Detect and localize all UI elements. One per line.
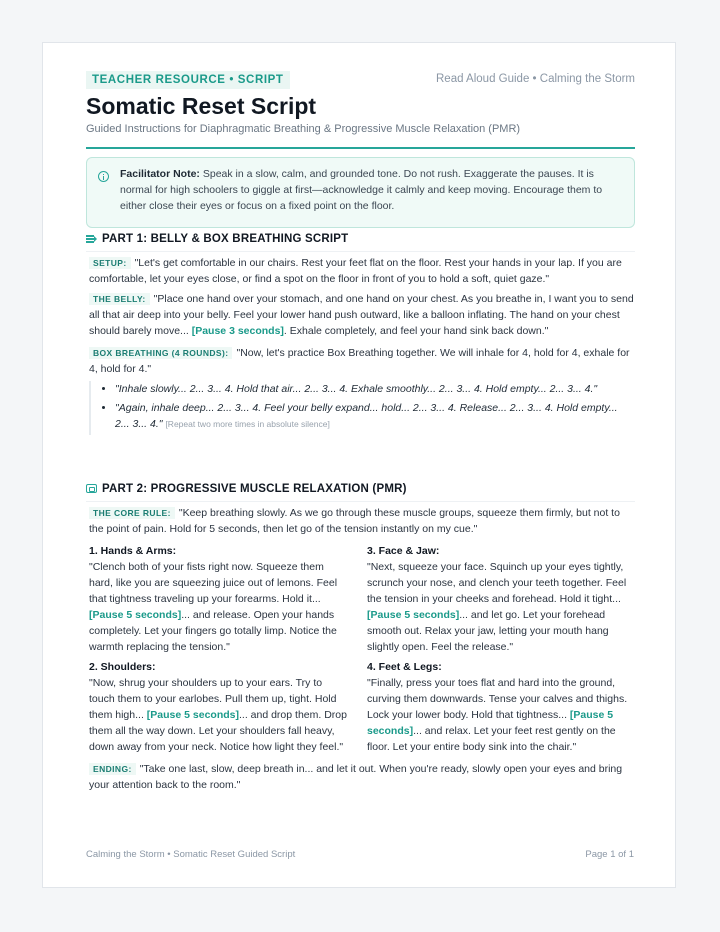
belly-text-1: "Place one hand over your stomach, and one hand on your chest. As you breathe in, I want you to send all that air deep into your belly. Feel your lower hand push outward, like a balloon inflating. The hand on your chest should barely move...	[89, 293, 634, 337]
note-text: Speak in a slow, calm, and grounded tone. Do not rush. Exaggerate the pauses. It is normal for high schoolers to giggle at first—acknowledge it calmly and keep moving. Encourage them to either close their eyes or focus on a fixed point on the floor.	[120, 168, 603, 212]
group-text: "Finally, press your toes flat and hard into the ground, curving them downwards. Tense your calves and thighs. Lock your lower body. Hold that tightness...	[367, 677, 628, 721]
pause-cue: [Pause 5 seconds]	[146, 709, 239, 721]
breathing-lines-icon	[86, 234, 97, 243]
body-box-icon	[86, 484, 97, 493]
part2-heading-text: PART 2: PROGRESSIVE MUSCLE RELAXATION (PMR)	[102, 483, 407, 495]
part1-heading-text: PART 1: BELLY & BOX BREATHING SCRIPT	[102, 233, 349, 245]
page-number: Page 1 of 1	[585, 849, 634, 860]
chant-line-2-text: "Again, inhale deep... 2... 3... 4. Feel your belly expand... hold... 2... 3... 4. Release... 2... 3... 4. Hold empty... 2... 3... 4."	[115, 401, 618, 430]
setup-paragraph	[89, 255, 635, 287]
box-breathing-label: BOX BREATHING (4 ROUNDS):	[89, 347, 232, 359]
group-text: "Next, squeeze your face. Squinch up your eyes tightly, scrunch your nose, and clench your teeth together. Feel the tension in your cheeks and forehead. Hold it tight...	[367, 561, 627, 605]
pause-cue: [Pause 5 seconds]	[367, 609, 460, 621]
silence-note: [Repeat two more times in absolute silence]	[165, 419, 330, 429]
muscle-group-shoulders	[89, 659, 347, 755]
belly-label: THE BELLY:	[89, 293, 150, 305]
ending-label: ENDING:	[89, 763, 136, 775]
pause-cue: [Pause 3 seconds]	[191, 325, 284, 337]
header-guide-label: Read Aloud Guide • Calming the Storm	[436, 73, 635, 85]
pause-cue: [Pause 5 seconds]	[367, 709, 614, 737]
footer-title: Calming the Storm • Somatic Reset Guided Script	[86, 849, 296, 860]
part1-heading	[86, 233, 635, 252]
group-text: ... and drop them. Drop them all the way down. Let your shoulders fall heavy, down away from your neck. Notice how light they feel."	[89, 709, 347, 753]
group-title: 3. Face & Jaw:	[367, 545, 440, 557]
part2-heading	[86, 483, 635, 502]
core-rule-label: THE CORE RULE:	[89, 507, 175, 519]
facilitator-note	[86, 157, 635, 228]
group-title: 4. Feet & Legs:	[367, 661, 442, 673]
muscle-group-face	[367, 543, 635, 655]
resource-tag: TEACHER RESOURCE • SCRIPT	[86, 71, 290, 89]
page-subtitle: Guided Instructions for Diaphragmatic Breathing & Progressive Muscle Relaxation (PMR)	[86, 123, 521, 135]
box-breathing-paragraph	[89, 345, 635, 377]
group-text: ... and release. Open your hands completely. Let your fingers go totally limp. Notice the warmth replacing the tension."	[89, 609, 337, 653]
group-text: ... and relax. Let your feet rest gently on the floor. Let your entire body sink into the chair."	[367, 725, 616, 753]
belly-paragraph	[89, 291, 635, 339]
chant-list	[105, 381, 632, 433]
title-divider	[86, 147, 635, 149]
chant-line-1: • "Inhale slowly... 2... 3... 4. Hold that air... 2... 3... 4. Exhale smoothly... 2... 3... 4. Hold empty... 2... 3... 4."	[115, 381, 632, 398]
group-text: "Now, shrug your shoulders up to your ears. Try to touch them to your earlobes. Pull them up, tight. Hold them high...	[89, 677, 337, 721]
document-page	[42, 42, 676, 888]
muscle-group-hands	[89, 543, 347, 655]
pause-cue: [Pause 5 seconds]	[89, 609, 182, 621]
ending-paragraph	[89, 761, 635, 793]
core-rule-paragraph	[89, 505, 635, 537]
group-text: ... and let go. Let your forehead smooth out. Relax your jaw, letting your mouth hang slightly open. Feel the release."	[367, 609, 609, 653]
group-text: "Clench both of your fists right now. Squeeze them hard, like you are squeezing juice out of lemons. Feel that tightness traveling up your forearms. Hold it...	[89, 561, 338, 605]
group-title: 2. Shoulders:	[89, 661, 156, 673]
belly-text-2: . Exhale completely, and feel your hand sink back down."	[283, 325, 549, 337]
info-circle-icon	[98, 171, 109, 182]
chant-line-2	[115, 400, 632, 433]
setup-text: "Let's get comfortable in our chairs. Rest your feet flat on the floor. Rest your hands in your lap. If you are comfortable, let your eyes close, or find a spot on the floor in front of you to hold a soft, quiet gaze."	[89, 257, 622, 285]
page-title: Somatic Reset Script	[86, 93, 317, 119]
group-title: 1. Hands & Arms:	[89, 545, 177, 557]
core-rule-text: "Keep breathing slowly. As we go through these muscle groups, squeeze them firmly, but not to the point of pain. Hold for 5 seconds, then let go of the tension instantly on my cue."	[89, 507, 620, 535]
ending-text: "Take one last, slow, deep breath in... and let it out. When you're ready, slowly open your eyes and bring your attention back to the room."	[89, 763, 623, 791]
box-breathing-chant	[89, 381, 632, 435]
note-label: Facilitator Note:	[120, 168, 200, 180]
box-breathing-text: "Now, let's practice Box Breathing together. We will inhale for 4, hold for 4, exhale for 4, hold for 4."	[89, 347, 630, 375]
setup-label: SETUP:	[89, 257, 131, 269]
muscle-group-feet	[367, 659, 629, 755]
